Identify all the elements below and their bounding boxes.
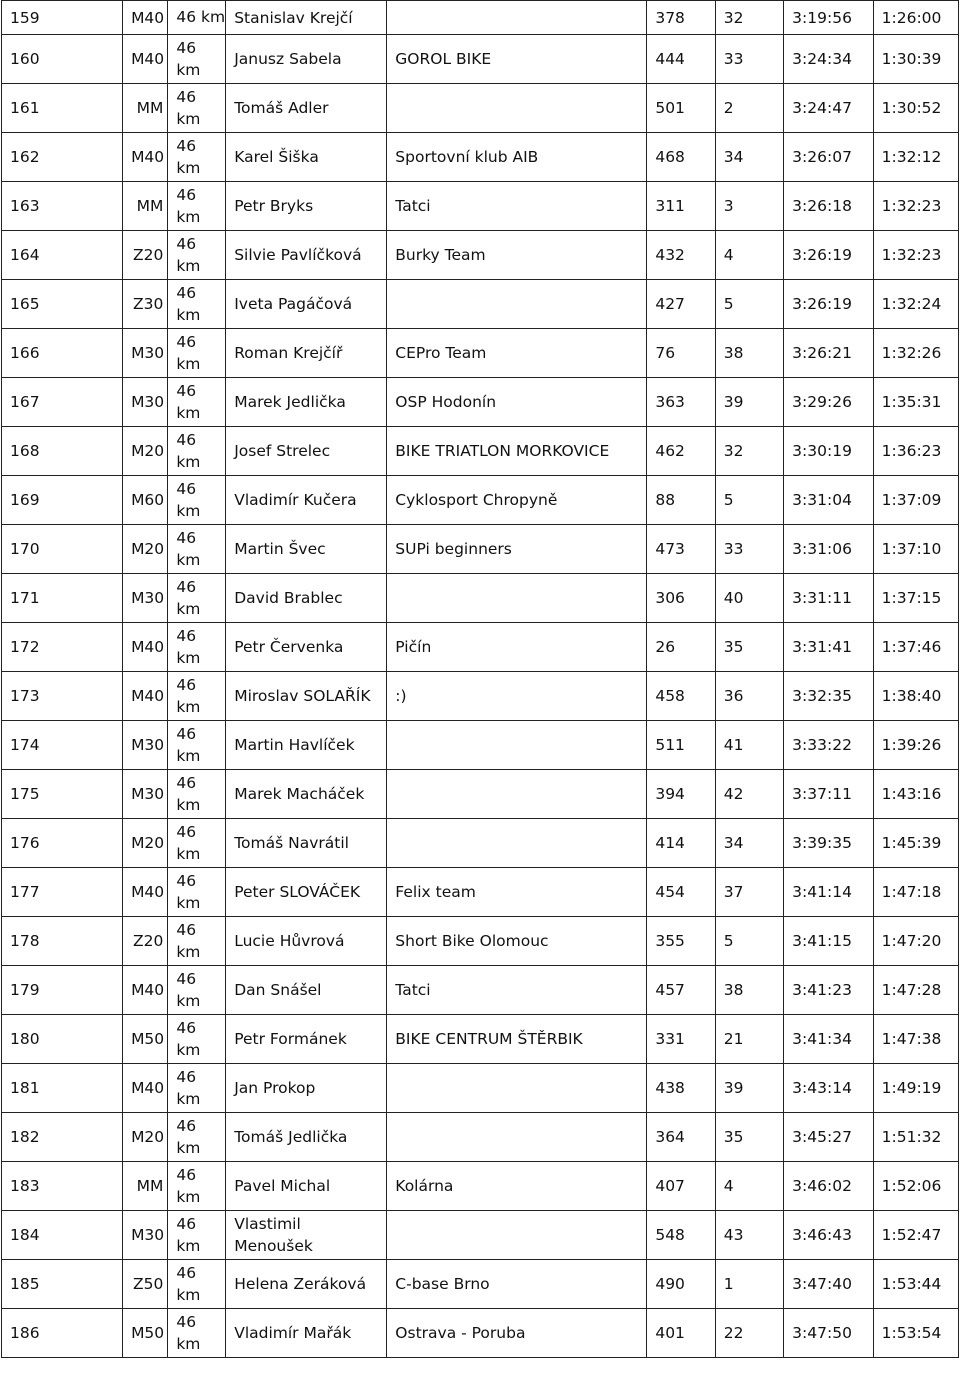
time-loss-cell: 1:35:31 [873,378,958,427]
category-cell: MM [123,84,168,133]
finish-time-cell: 3:45:27 [784,1113,873,1162]
start-number-cell: 26 [647,623,715,672]
club-cell: Ostrava - Poruba [387,1309,647,1358]
distance-cell: 46 km [168,476,226,525]
distance-cell: 46 km [168,525,226,574]
start-number-cell: 501 [647,84,715,133]
table-row [2,133,959,182]
rank-cell: 183 [2,1162,123,1211]
club-cell: Short Bike Olomouc [387,917,647,966]
category-cell: M40 [123,868,168,917]
table-row [2,1211,959,1260]
distance-cell: 46 km [168,868,226,917]
table-row [2,1113,959,1162]
time-loss-cell: 1:37:10 [873,525,958,574]
finish-time-cell: 3:30:19 [784,427,873,476]
finish-time-cell: 3:41:23 [784,966,873,1015]
category-cell: M20 [123,819,168,868]
distance-cell: 46 km [168,427,226,476]
rider-name-cell: Josef Strelec [226,427,387,476]
time-loss-cell: 1:30:39 [873,35,958,84]
distance-cell: 46 km [168,231,226,280]
rider-name-cell: Vlastimil Menoušek [226,1211,387,1260]
time-loss-cell: 1:53:44 [873,1260,958,1309]
rider-name-cell: Vladimír Mařák [226,1309,387,1358]
club-cell: SUPi beginners [387,525,647,574]
rank-cell: 168 [2,427,123,476]
rider-name-cell: Lucie Hůvrová [226,917,387,966]
category-cell: M40 [123,133,168,182]
table-row [2,476,959,525]
finish-time-cell: 3:31:11 [784,574,873,623]
category-position-cell: 5 [715,476,783,525]
rank-cell: 174 [2,721,123,770]
rider-name-cell: Martin Švec [226,525,387,574]
start-number-cell: 401 [647,1309,715,1358]
finish-time-cell: 3:26:07 [784,133,873,182]
rank-cell: 162 [2,133,123,182]
category-cell: Z20 [123,231,168,280]
time-loss-cell: 1:45:39 [873,819,958,868]
distance-cell: 46 km [168,623,226,672]
category-position-cell: 39 [715,378,783,427]
start-number-cell: 306 [647,574,715,623]
start-number-cell: 407 [647,1162,715,1211]
table-row [2,280,959,329]
distance-cell: 46 km [168,133,226,182]
rank-cell: 165 [2,280,123,329]
rider-name-cell: David Brablec [226,574,387,623]
table-row [2,525,959,574]
table-row [2,917,959,966]
rider-name-cell: Janusz Sabela [226,35,387,84]
distance-cell: 46 km [168,329,226,378]
results-body [2,1,959,1358]
distance-cell: 46 km [168,574,226,623]
finish-time-cell: 3:41:14 [784,868,873,917]
rider-name-cell: Dan Snášel [226,966,387,1015]
category-position-cell: 35 [715,1113,783,1162]
club-cell: OSP Hodonín [387,378,647,427]
rank-cell: 159 [2,1,123,35]
start-number-cell: 462 [647,427,715,476]
finish-time-cell: 3:31:41 [784,623,873,672]
table-row [2,1064,959,1113]
club-cell: Tatci [387,182,647,231]
category-cell: M60 [123,476,168,525]
distance-cell: 46 km [168,84,226,133]
category-position-cell: 35 [715,623,783,672]
category-position-cell: 21 [715,1015,783,1064]
club-cell [387,1,647,35]
time-loss-cell: 1:38:40 [873,672,958,721]
finish-time-cell: 3:24:34 [784,35,873,84]
category-position-cell: 32 [715,1,783,35]
category-position-cell: 22 [715,1309,783,1358]
table-row [2,623,959,672]
rank-cell: 180 [2,1015,123,1064]
rider-name-cell: Iveta Pagáčová [226,280,387,329]
category-cell: MM [123,182,168,231]
distance-cell: 46 km [168,1211,226,1260]
time-loss-cell: 1:32:24 [873,280,958,329]
category-position-cell: 5 [715,917,783,966]
distance-cell: 46 km [168,1113,226,1162]
club-cell: C-base Brno [387,1260,647,1309]
distance-cell: 46 km [168,917,226,966]
category-position-cell: 37 [715,868,783,917]
category-position-cell: 33 [715,525,783,574]
rider-name-cell: Roman Krejčíř [226,329,387,378]
rank-cell: 173 [2,672,123,721]
rank-cell: 185 [2,1260,123,1309]
rank-cell: 164 [2,231,123,280]
start-number-cell: 438 [647,1064,715,1113]
category-cell: M50 [123,1015,168,1064]
category-cell: M20 [123,525,168,574]
distance-cell: 46 km [168,1064,226,1113]
finish-time-cell: 3:46:02 [784,1162,873,1211]
club-cell [387,84,647,133]
rank-cell: 171 [2,574,123,623]
time-loss-cell: 1:37:09 [873,476,958,525]
category-cell: M40 [123,623,168,672]
distance-cell: 46 km [168,1309,226,1358]
club-cell: Pičín [387,623,647,672]
category-cell: M30 [123,721,168,770]
start-number-cell: 473 [647,525,715,574]
finish-time-cell: 3:43:14 [784,1064,873,1113]
rank-cell: 186 [2,1309,123,1358]
finish-time-cell: 3:47:40 [784,1260,873,1309]
rider-name-cell: Marek Macháček [226,770,387,819]
category-position-cell: 4 [715,1162,783,1211]
start-number-cell: 355 [647,917,715,966]
start-number-cell: 363 [647,378,715,427]
rider-name-cell: Vladimír Kučera [226,476,387,525]
time-loss-cell: 1:32:23 [873,182,958,231]
finish-time-cell: 3:41:15 [784,917,873,966]
club-cell: GOROL BIKE [387,35,647,84]
rank-cell: 163 [2,182,123,231]
rider-name-cell: Karel Šiška [226,133,387,182]
start-number-cell: 444 [647,35,715,84]
finish-time-cell: 3:19:56 [784,1,873,35]
category-cell: M20 [123,427,168,476]
category-cell: M30 [123,574,168,623]
category-position-cell: 3 [715,182,783,231]
start-number-cell: 331 [647,1015,715,1064]
time-loss-cell: 1:47:28 [873,966,958,1015]
rider-name-cell: Petr Červenka [226,623,387,672]
category-position-cell: 32 [715,427,783,476]
time-loss-cell: 1:47:20 [873,917,958,966]
rider-name-cell: Marek Jedlička [226,378,387,427]
distance-cell: 46 km [168,672,226,721]
club-cell: Sportovní klub AIB [387,133,647,182]
finish-time-cell: 3:26:18 [784,182,873,231]
distance-cell: 46 km [168,966,226,1015]
table-row [2,329,959,378]
start-number-cell: 311 [647,182,715,231]
time-loss-cell: 1:32:26 [873,329,958,378]
table-row [2,672,959,721]
table-row [2,1309,959,1358]
time-loss-cell: 1:52:06 [873,1162,958,1211]
finish-time-cell: 3:32:35 [784,672,873,721]
start-number-cell: 378 [647,1,715,35]
category-position-cell: 2 [715,84,783,133]
distance-cell: 46 km [168,1260,226,1309]
rank-cell: 161 [2,84,123,133]
finish-time-cell: 3:41:34 [784,1015,873,1064]
table-row [2,35,959,84]
table-row [2,966,959,1015]
start-number-cell: 414 [647,819,715,868]
rank-cell: 178 [2,917,123,966]
table-row [2,721,959,770]
table-row [2,1,959,35]
finish-time-cell: 3:33:22 [784,721,873,770]
club-cell: Felix team [387,868,647,917]
rider-name-cell: Petr Bryks [226,182,387,231]
time-loss-cell: 1:37:15 [873,574,958,623]
distance-cell: 46 km [168,378,226,427]
category-cell: M30 [123,329,168,378]
category-cell: M30 [123,1211,168,1260]
rider-name-cell: Peter SLOVÁČEK [226,868,387,917]
time-loss-cell: 1:39:26 [873,721,958,770]
table-row [2,182,959,231]
time-loss-cell: 1:30:52 [873,84,958,133]
distance-cell: 46 km [168,1162,226,1211]
rank-cell: 182 [2,1113,123,1162]
table-row [2,819,959,868]
finish-time-cell: 3:26:21 [784,329,873,378]
table-row [2,427,959,476]
club-cell: BIKE TRIATLON MORKOVICE [387,427,647,476]
rank-cell: 175 [2,770,123,819]
results-table [1,0,959,1358]
start-number-cell: 432 [647,231,715,280]
category-cell: M30 [123,378,168,427]
category-position-cell: 42 [715,770,783,819]
distance-cell: 46 km [168,721,226,770]
finish-time-cell: 3:37:11 [784,770,873,819]
start-number-cell: 88 [647,476,715,525]
rank-cell: 169 [2,476,123,525]
club-cell [387,1113,647,1162]
club-cell [387,819,647,868]
club-cell: Kolárna [387,1162,647,1211]
finish-time-cell: 3:39:35 [784,819,873,868]
rider-name-cell: Jan Prokop [226,1064,387,1113]
time-loss-cell: 1:49:19 [873,1064,958,1113]
start-number-cell: 457 [647,966,715,1015]
rider-name-cell: Petr Formánek [226,1015,387,1064]
category-cell: M50 [123,1309,168,1358]
time-loss-cell: 1:32:12 [873,133,958,182]
time-loss-cell: 1:51:32 [873,1113,958,1162]
distance-cell: 46 km [168,1015,226,1064]
time-loss-cell: 1:53:54 [873,1309,958,1358]
club-cell [387,1211,647,1260]
category-position-cell: 34 [715,819,783,868]
finish-time-cell: 3:24:47 [784,84,873,133]
table-row [2,1260,959,1309]
category-cell: M40 [123,1064,168,1113]
rank-cell: 170 [2,525,123,574]
start-number-cell: 490 [647,1260,715,1309]
category-cell: M30 [123,770,168,819]
finish-time-cell: 3:29:26 [784,378,873,427]
start-number-cell: 468 [647,133,715,182]
rider-name-cell: Tomáš Adler [226,84,387,133]
time-loss-cell: 1:47:18 [873,868,958,917]
time-loss-cell: 1:47:38 [873,1015,958,1064]
table-row [2,378,959,427]
distance-cell: 46 km [168,770,226,819]
club-cell: Cyklosport Chropyně [387,476,647,525]
start-number-cell: 394 [647,770,715,819]
category-position-cell: 34 [715,133,783,182]
start-number-cell: 76 [647,329,715,378]
table-row [2,868,959,917]
rank-cell: 184 [2,1211,123,1260]
table-row [2,231,959,280]
finish-time-cell: 3:46:43 [784,1211,873,1260]
rider-name-cell: Martin Havlíček [226,721,387,770]
finish-time-cell: 3:26:19 [784,280,873,329]
start-number-cell: 458 [647,672,715,721]
rank-cell: 177 [2,868,123,917]
distance-cell: 46 km [168,819,226,868]
club-cell: BIKE CENTRUM ŠTĚRBIK [387,1015,647,1064]
rank-cell: 181 [2,1064,123,1113]
table-row [2,574,959,623]
rank-cell: 172 [2,623,123,672]
category-cell: Z20 [123,917,168,966]
start-number-cell: 364 [647,1113,715,1162]
rider-name-cell: Pavel Michal [226,1162,387,1211]
category-cell: M40 [123,1,168,35]
distance-cell: 46 km [168,35,226,84]
category-position-cell: 5 [715,280,783,329]
rider-name-cell: Miroslav SOLAŘÍK [226,672,387,721]
time-loss-cell: 1:43:16 [873,770,958,819]
rider-name-cell: Helena Zeráková [226,1260,387,1309]
club-cell: Tatci [387,966,647,1015]
club-cell: :) [387,672,647,721]
club-cell: Burky Team [387,231,647,280]
category-cell: M40 [123,35,168,84]
category-position-cell: 36 [715,672,783,721]
rank-cell: 176 [2,819,123,868]
distance-cell: 46 km [168,1,226,35]
finish-time-cell: 3:31:06 [784,525,873,574]
category-position-cell: 43 [715,1211,783,1260]
category-cell: M40 [123,672,168,721]
category-cell: Z30 [123,280,168,329]
rank-cell: 166 [2,329,123,378]
category-position-cell: 4 [715,231,783,280]
table-row [2,1015,959,1064]
club-cell [387,721,647,770]
start-number-cell: 427 [647,280,715,329]
time-loss-cell: 1:32:23 [873,231,958,280]
category-position-cell: 39 [715,1064,783,1113]
table-row [2,1162,959,1211]
category-position-cell: 38 [715,966,783,1015]
time-loss-cell: 1:37:46 [873,623,958,672]
club-cell [387,770,647,819]
club-cell [387,574,647,623]
time-loss-cell: 1:36:23 [873,427,958,476]
club-cell [387,1064,647,1113]
rider-name-cell: Stanislav Krejčí [226,1,387,35]
time-loss-cell: 1:26:00 [873,1,958,35]
category-cell: MM [123,1162,168,1211]
start-number-cell: 548 [647,1211,715,1260]
table-row [2,770,959,819]
start-number-cell: 454 [647,868,715,917]
category-position-cell: 41 [715,721,783,770]
category-position-cell: 1 [715,1260,783,1309]
rank-cell: 160 [2,35,123,84]
finish-time-cell: 3:31:04 [784,476,873,525]
finish-time-cell: 3:47:50 [784,1309,873,1358]
category-position-cell: 40 [715,574,783,623]
start-number-cell: 511 [647,721,715,770]
category-position-cell: 38 [715,329,783,378]
rider-name-cell: Tomáš Jedlička [226,1113,387,1162]
distance-cell: 46 km [168,182,226,231]
category-cell: M20 [123,1113,168,1162]
table-row [2,84,959,133]
rank-cell: 179 [2,966,123,1015]
rider-name-cell: Tomáš Navrátil [226,819,387,868]
time-loss-cell: 1:52:47 [873,1211,958,1260]
rider-name-cell: Silvie Pavlíčková [226,231,387,280]
category-position-cell: 33 [715,35,783,84]
category-cell: M40 [123,966,168,1015]
club-cell [387,280,647,329]
category-cell: Z50 [123,1260,168,1309]
distance-cell: 46 km [168,280,226,329]
finish-time-cell: 3:26:19 [784,231,873,280]
club-cell: CEPro Team [387,329,647,378]
rank-cell: 167 [2,378,123,427]
